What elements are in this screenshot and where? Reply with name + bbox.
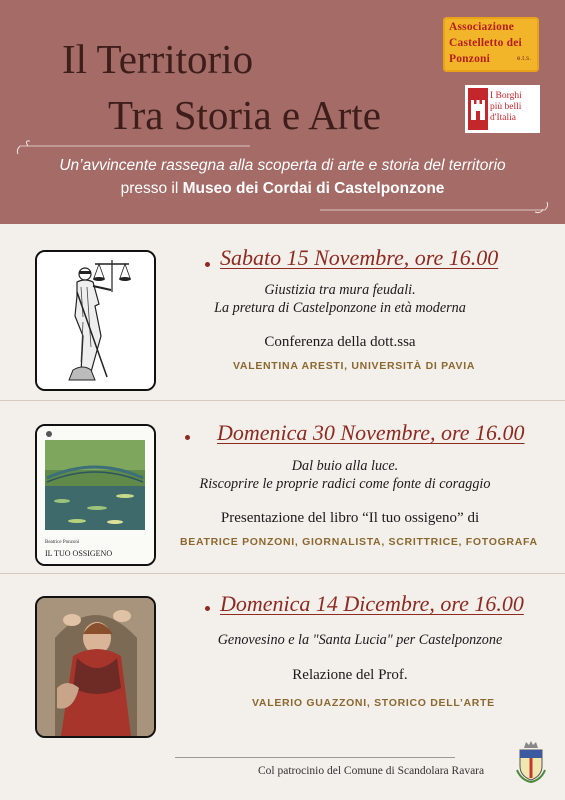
- divider: [0, 400, 565, 401]
- bullet-icon: [185, 435, 190, 440]
- book-cover-illustration: [37, 426, 154, 564]
- bullet-icon: [205, 606, 210, 611]
- museum-name: Museo dei Cordai di Castelponzone: [182, 180, 445, 197]
- event1-title-line1: Giustizia tra mura feudali.: [264, 282, 416, 298]
- justice-figure-illustration: [37, 252, 154, 389]
- associazione-logo: [443, 17, 539, 72]
- footer-divider: [175, 757, 455, 758]
- event3-speaker: VALERIO GUAZZONI, STORICO DELL’ARTE: [252, 697, 495, 709]
- event3-image: [35, 596, 156, 738]
- event2-image: [35, 424, 156, 566]
- associazione-logo-line2: Castelletto dei: [449, 37, 522, 49]
- page-title-line2: Tra Storia e Arte: [108, 92, 381, 138]
- bullet-icon: [205, 262, 210, 267]
- associazione-logo-line1: Associazione: [449, 21, 515, 33]
- subtitle-line2-prefix: presso il: [120, 180, 183, 197]
- associazione-logo-suffix: e.t.s.: [517, 56, 532, 62]
- event1-heading: Sabato 15 Novembre, ore 16.00: [220, 245, 499, 270]
- borghi-logo-line3: d'Italia: [490, 113, 516, 123]
- municipal-crest-icon: [515, 740, 547, 784]
- event2-title-line2: Riscoprire le proprie radici come fonte di coraggio: [199, 476, 491, 492]
- event2-heading: Domenica 30 Novembre, ore 16.00: [217, 420, 525, 445]
- event1-title-line2: La pretura di Castelponzone in età moderna: [214, 300, 466, 316]
- event1-type: Conferenza della dott.ssa: [264, 334, 416, 350]
- event2-title-line1: Dal buio alla luce.: [291, 458, 399, 474]
- event1-speaker: VALENTINA ARESTI, UNIVERSITÀ DI PAVIA: [233, 360, 476, 372]
- subtitle-line1: Un’avvincente rassegna alla scoperta di arte e storia del territorio: [59, 157, 506, 174]
- borghi-logo-line2: più belli: [490, 102, 522, 112]
- subtitle-line2: [0, 180, 565, 198]
- event1-image: [35, 250, 156, 391]
- borghi-logo-line1: I Borghi: [490, 91, 522, 101]
- event2-speaker: BEATRICE PONZONI, GIORNALISTA, SCRITTRICE, FOTOGRAFA: [180, 536, 538, 548]
- event3-heading: Domenica 14 Dicembre, ore 16.00: [220, 591, 524, 616]
- book-author: Beatrice Ponzoni: [45, 540, 80, 545]
- page-title-line1: Il Territorio: [62, 36, 254, 82]
- event2-type: Presentazione del libro “Il tuo ossigeno” di: [220, 510, 480, 526]
- santa-lucia-painting: [37, 598, 154, 736]
- footer-patronage: Col patrocinio del Comune di Scandolara Ravara: [258, 765, 485, 777]
- event3-type: Relazione del Prof.: [292, 667, 408, 683]
- divider: [0, 573, 565, 574]
- castle-icon: [468, 88, 488, 130]
- associazione-logo-line3: Ponzoni: [449, 53, 491, 65]
- book-title: IL TUO OSSIGENO: [45, 549, 113, 558]
- borghi-logo: [465, 85, 540, 133]
- event3-title-line1: Genovesino e la "Santa Lucia" per Castelponzone: [217, 632, 503, 648]
